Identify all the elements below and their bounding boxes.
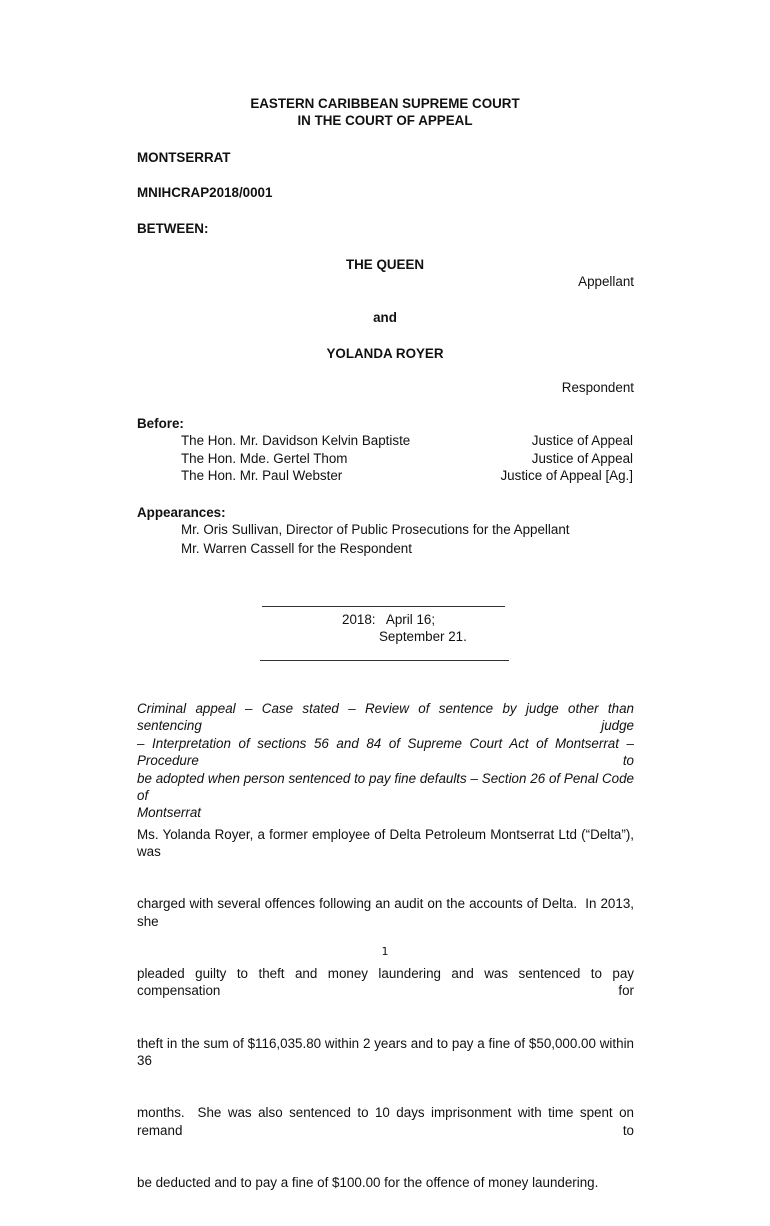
page-number: 1 [381, 945, 389, 958]
respondent-name: YOLANDA ROYER [326, 346, 444, 361]
judge-name: The Hon. Mr. Paul Webster [181, 468, 343, 483]
divider-top [262, 606, 505, 607]
summary-line: pleaded guilty to theft and money laundering and was sentenced to pay compensation for [137, 966, 638, 999]
judge-name: The Hon. Mr. Davidson Kelvin Baptiste [181, 433, 411, 448]
appellant-name: THE QUEEN [345, 257, 425, 272]
summary-line: charged with several offences following an audit on the accounts of Delta. In 2013, she [137, 896, 638, 929]
jurisdiction: MONTSERRAT [137, 150, 231, 165]
catchwords-line: be adopted when person sentenced to pay fine defaults – Section 26 of Penal Code of [137, 770, 634, 804]
catchwords-line: – Interpretation of sections 56 and 84 of Supreme Court Act of Montserrat – Procedure to [137, 735, 634, 769]
summary-line: months. She was also sentenced to 10 days imprisonment with time spent on remand to [137, 1105, 638, 1138]
catchwords-line: Montserrat [137, 805, 201, 821]
judge-title: Justice of Appeal [Ag.] [500, 468, 633, 483]
judge-name: The Hon. Mde. Gertel Thom [181, 451, 348, 466]
case-number: MNIHCRAP2018/0001 [137, 185, 273, 200]
judgment-date-line: September 21. [379, 629, 467, 644]
before-label: Before: [137, 416, 184, 431]
court-division: IN THE COURT OF APPEAL [297, 113, 473, 128]
court-name: EASTERN CARIBBEAN SUPREME COURT [250, 96, 520, 111]
summary-line: be deducted and to pay a fine of $100.00 for the offence of money laundering. [137, 1174, 599, 1190]
appearance-line: Mr. Oris Sullivan, Director of Public Prosecutions for the Appellant [181, 522, 570, 537]
catchwords-line: Criminal appeal – Case stated – Review of sentence by judge other than sentencing judge [137, 701, 634, 734]
divider-bottom [260, 660, 509, 661]
hearing-date-line: 2018: April 16; [342, 612, 436, 627]
judge-title: Justice of Appeal [531, 433, 633, 448]
appearance-line: Mr. Warren Cassell for the Respondent [181, 541, 412, 556]
appellant-role: Appellant [578, 274, 634, 289]
between-label: BETWEEN: [137, 221, 209, 236]
appearances-label: Appearances: [137, 505, 226, 520]
summary-line: Ms. Yolanda Royer, a former employee of Delta Petroleum Montserrat Ltd (“Delta”), was [137, 826, 638, 860]
respondent-role: Respondent [561, 380, 634, 395]
party-conjunction: and [373, 310, 397, 325]
summary-line: theft in the sum of $116,035.80 within 2 years and to pay a fine of $50,000.00 within 36 [137, 1035, 638, 1069]
judge-title: Justice of Appeal [531, 451, 633, 466]
summary-paragraph [137, 791, 638, 1226]
